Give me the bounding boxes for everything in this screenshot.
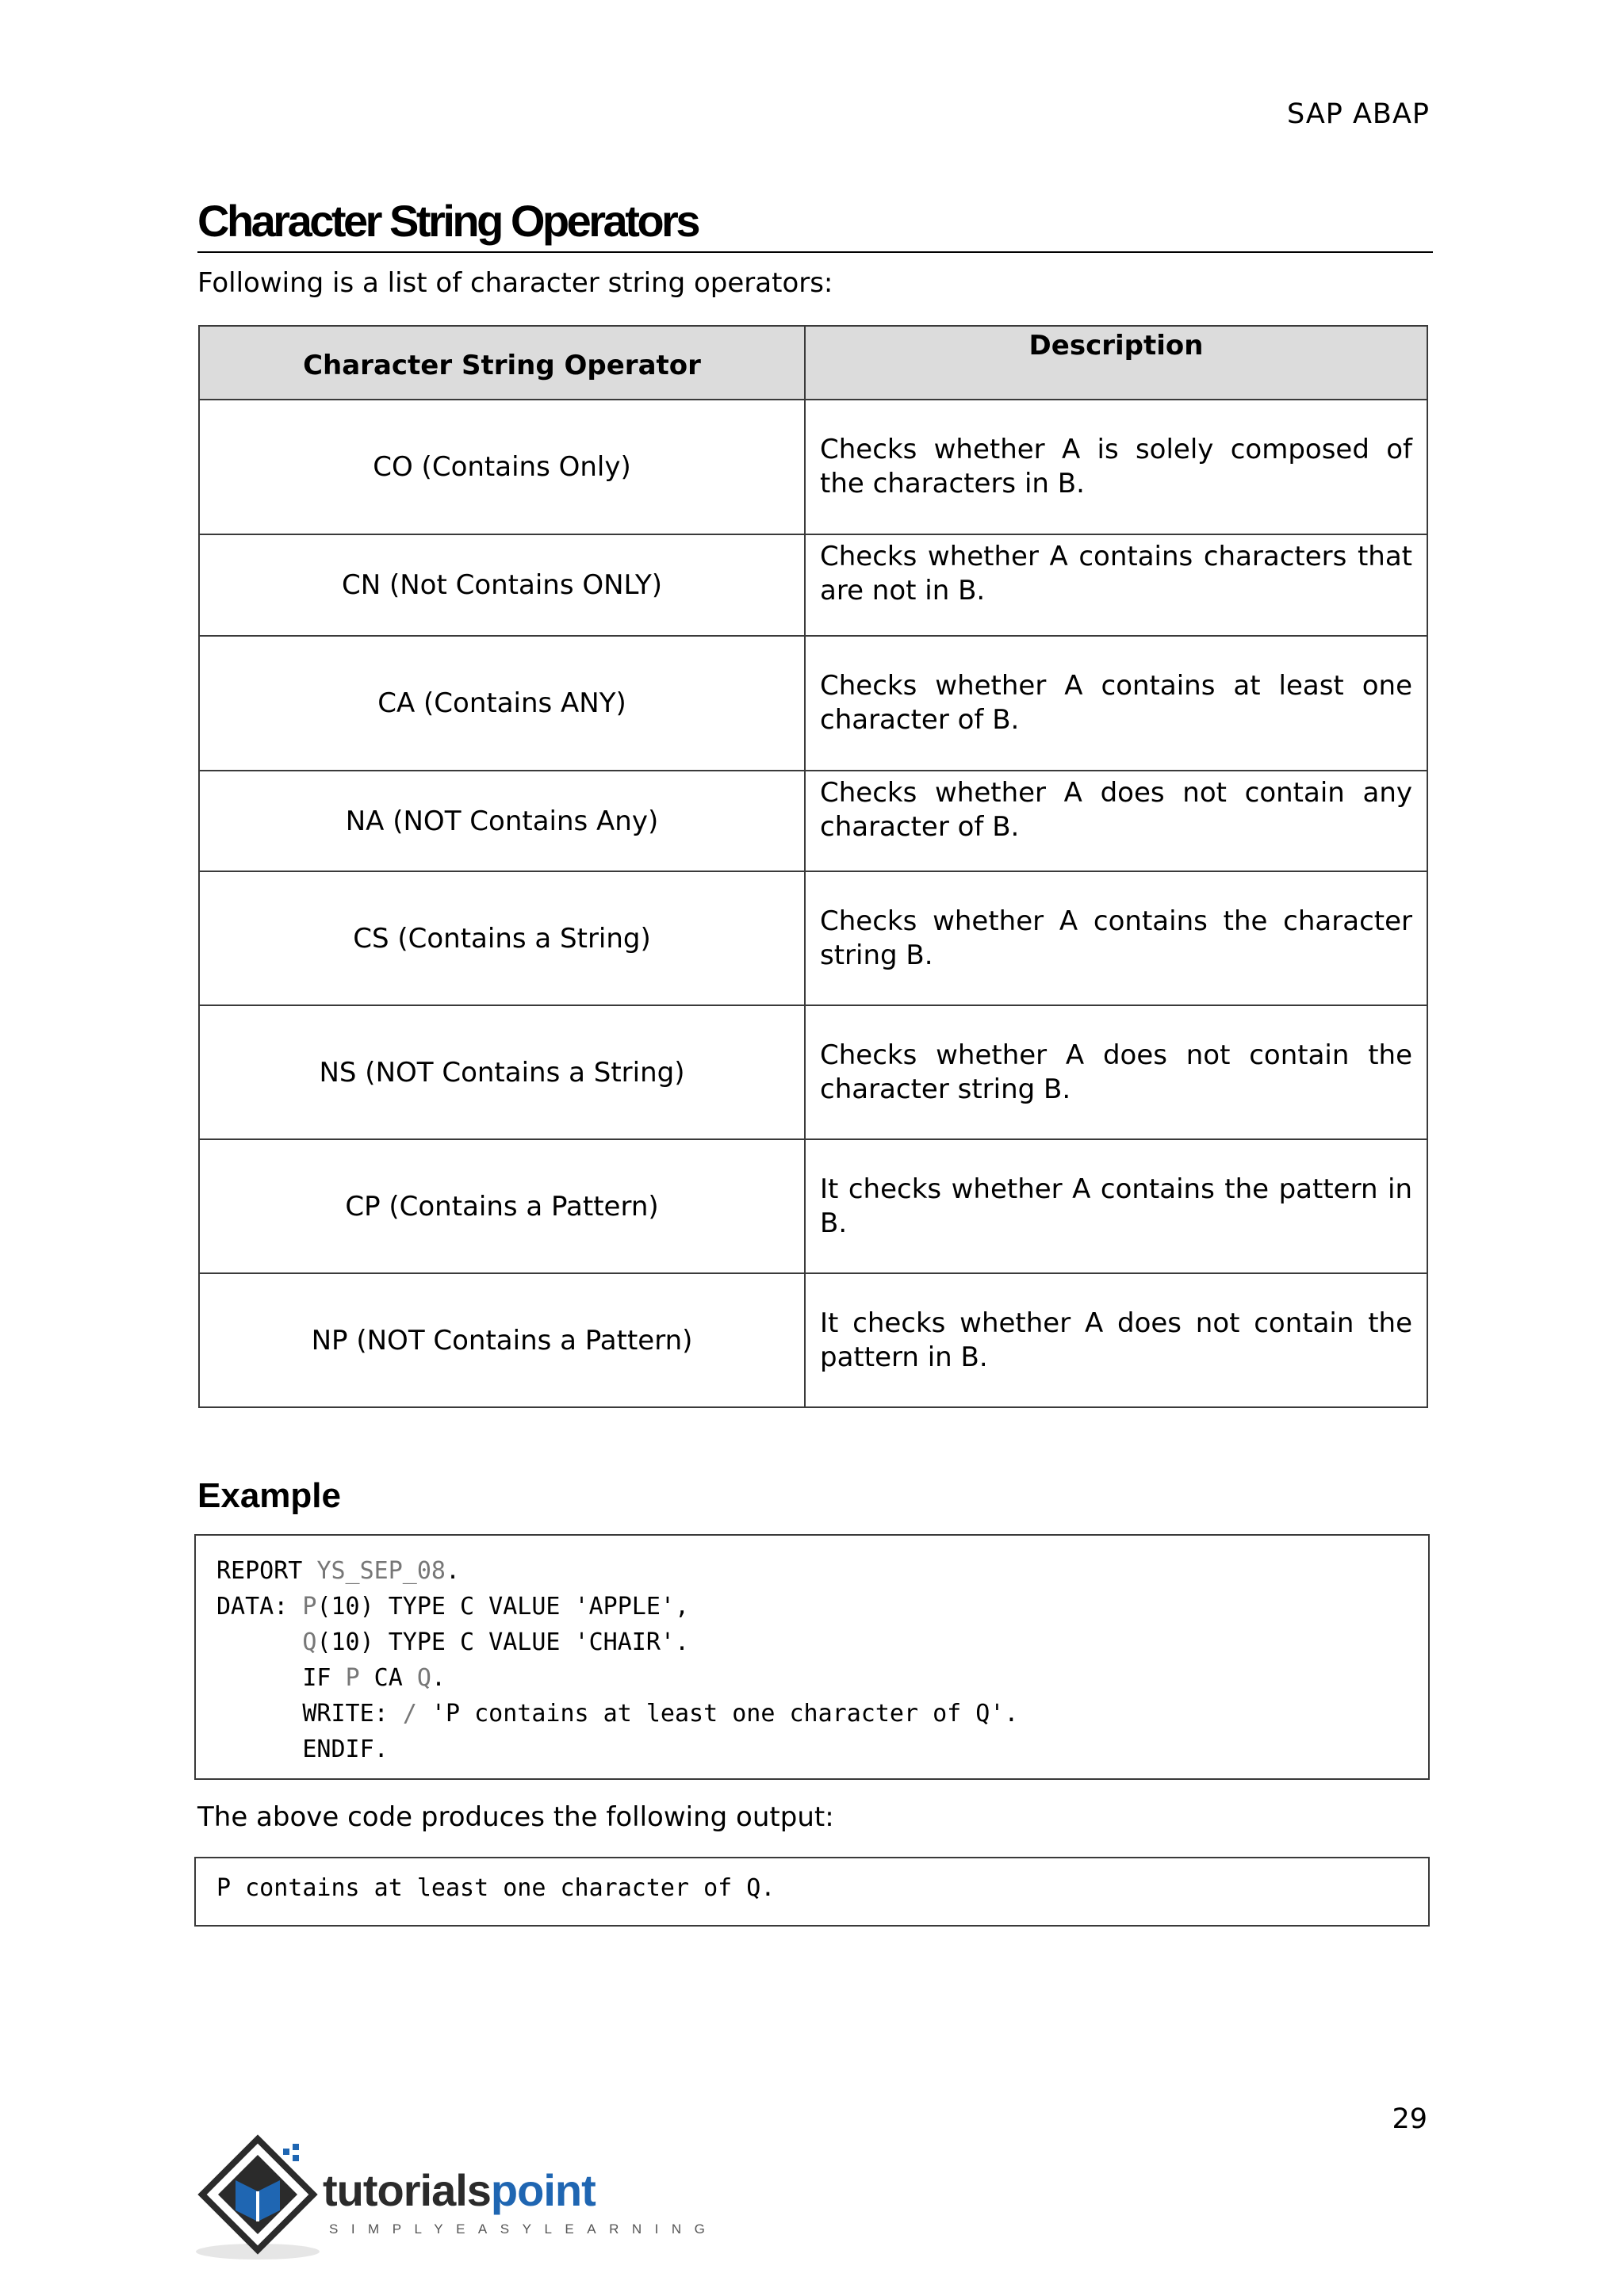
code-line: DATA: P(10) TYPE C VALUE 'APPLE', — [216, 1593, 690, 1621]
code-line: IF P CA Q. — [216, 1664, 446, 1692]
code-line: Q(10) TYPE C VALUE 'CHAIR'. — [302, 1628, 690, 1656]
operator-cell: CO (Contains Only) — [199, 400, 805, 534]
column-header-operator: Character String Operator — [199, 326, 805, 400]
table-row — [199, 400, 1427, 534]
table-row — [199, 771, 1427, 871]
table-header-row — [199, 326, 1427, 400]
operator-cell: CN (Not Contains ONLY) — [199, 534, 805, 636]
code-line: WRITE: / 'P contains at least one character of Q'. — [216, 1700, 1019, 1728]
description-cell: Checks whether A contains characters that are not in B. — [805, 534, 1427, 636]
table-row — [199, 1273, 1427, 1407]
output-block: P contains at least one character of Q. — [194, 1857, 1430, 1927]
code-block — [194, 1534, 1430, 1780]
description-cell: Checks whether A does not contain any character of B. — [805, 771, 1427, 871]
page-number: 29 — [1392, 2103, 1427, 2135]
description-cell: Checks whether A contains the character string B. — [805, 871, 1427, 1005]
logo-diamond-icon — [194, 2133, 321, 2267]
tutorialspoint-logo — [194, 2133, 718, 2267]
table-row — [199, 1139, 1427, 1273]
description-cell: It checks whether A does not contain the pattern in B. — [805, 1273, 1427, 1407]
running-header: SAP ABAP — [1286, 98, 1430, 130]
code-line: ENDIF. — [216, 1735, 389, 1763]
example-heading: Example — [197, 1476, 341, 1515]
table-row — [199, 636, 1427, 771]
description-cell: Checks whether A contains at least one character of B. — [805, 636, 1427, 771]
operator-cell: CA (Contains ANY) — [199, 636, 805, 771]
operator-cell: NA (NOT Contains Any) — [199, 771, 805, 871]
operator-cell: CP (Contains a Pattern) — [199, 1139, 805, 1273]
table-row — [199, 1005, 1427, 1139]
description-cell: Checks whether A does not contain the character string B. — [805, 1005, 1427, 1139]
column-header-description: Description — [805, 326, 1427, 400]
description-cell: Checks whether A is solely composed of the characters in B. — [805, 400, 1427, 534]
operator-cell: CS (Contains a String) — [199, 871, 805, 1005]
output-intro-text: The above code produces the following output: — [197, 1801, 834, 1833]
section-title: Character String Operators — [197, 194, 1433, 253]
operator-cell: NP (NOT Contains a Pattern) — [199, 1273, 805, 1407]
table-row — [199, 534, 1427, 636]
code-line: REPORT YS_SEP_08. — [216, 1557, 461, 1585]
operators-table — [198, 325, 1428, 1408]
operator-cell: NS (NOT Contains a String) — [199, 1005, 805, 1139]
intro-text: Following is a list of character string operators: — [197, 267, 833, 299]
description-cell: It checks whether A contains the pattern in B. — [805, 1139, 1427, 1273]
logo-tagline: SIMPLYEASYLEARNING — [329, 2221, 718, 2237]
logo-wordmark: tutorialspoint — [323, 2165, 596, 2215]
table-row — [199, 871, 1427, 1005]
